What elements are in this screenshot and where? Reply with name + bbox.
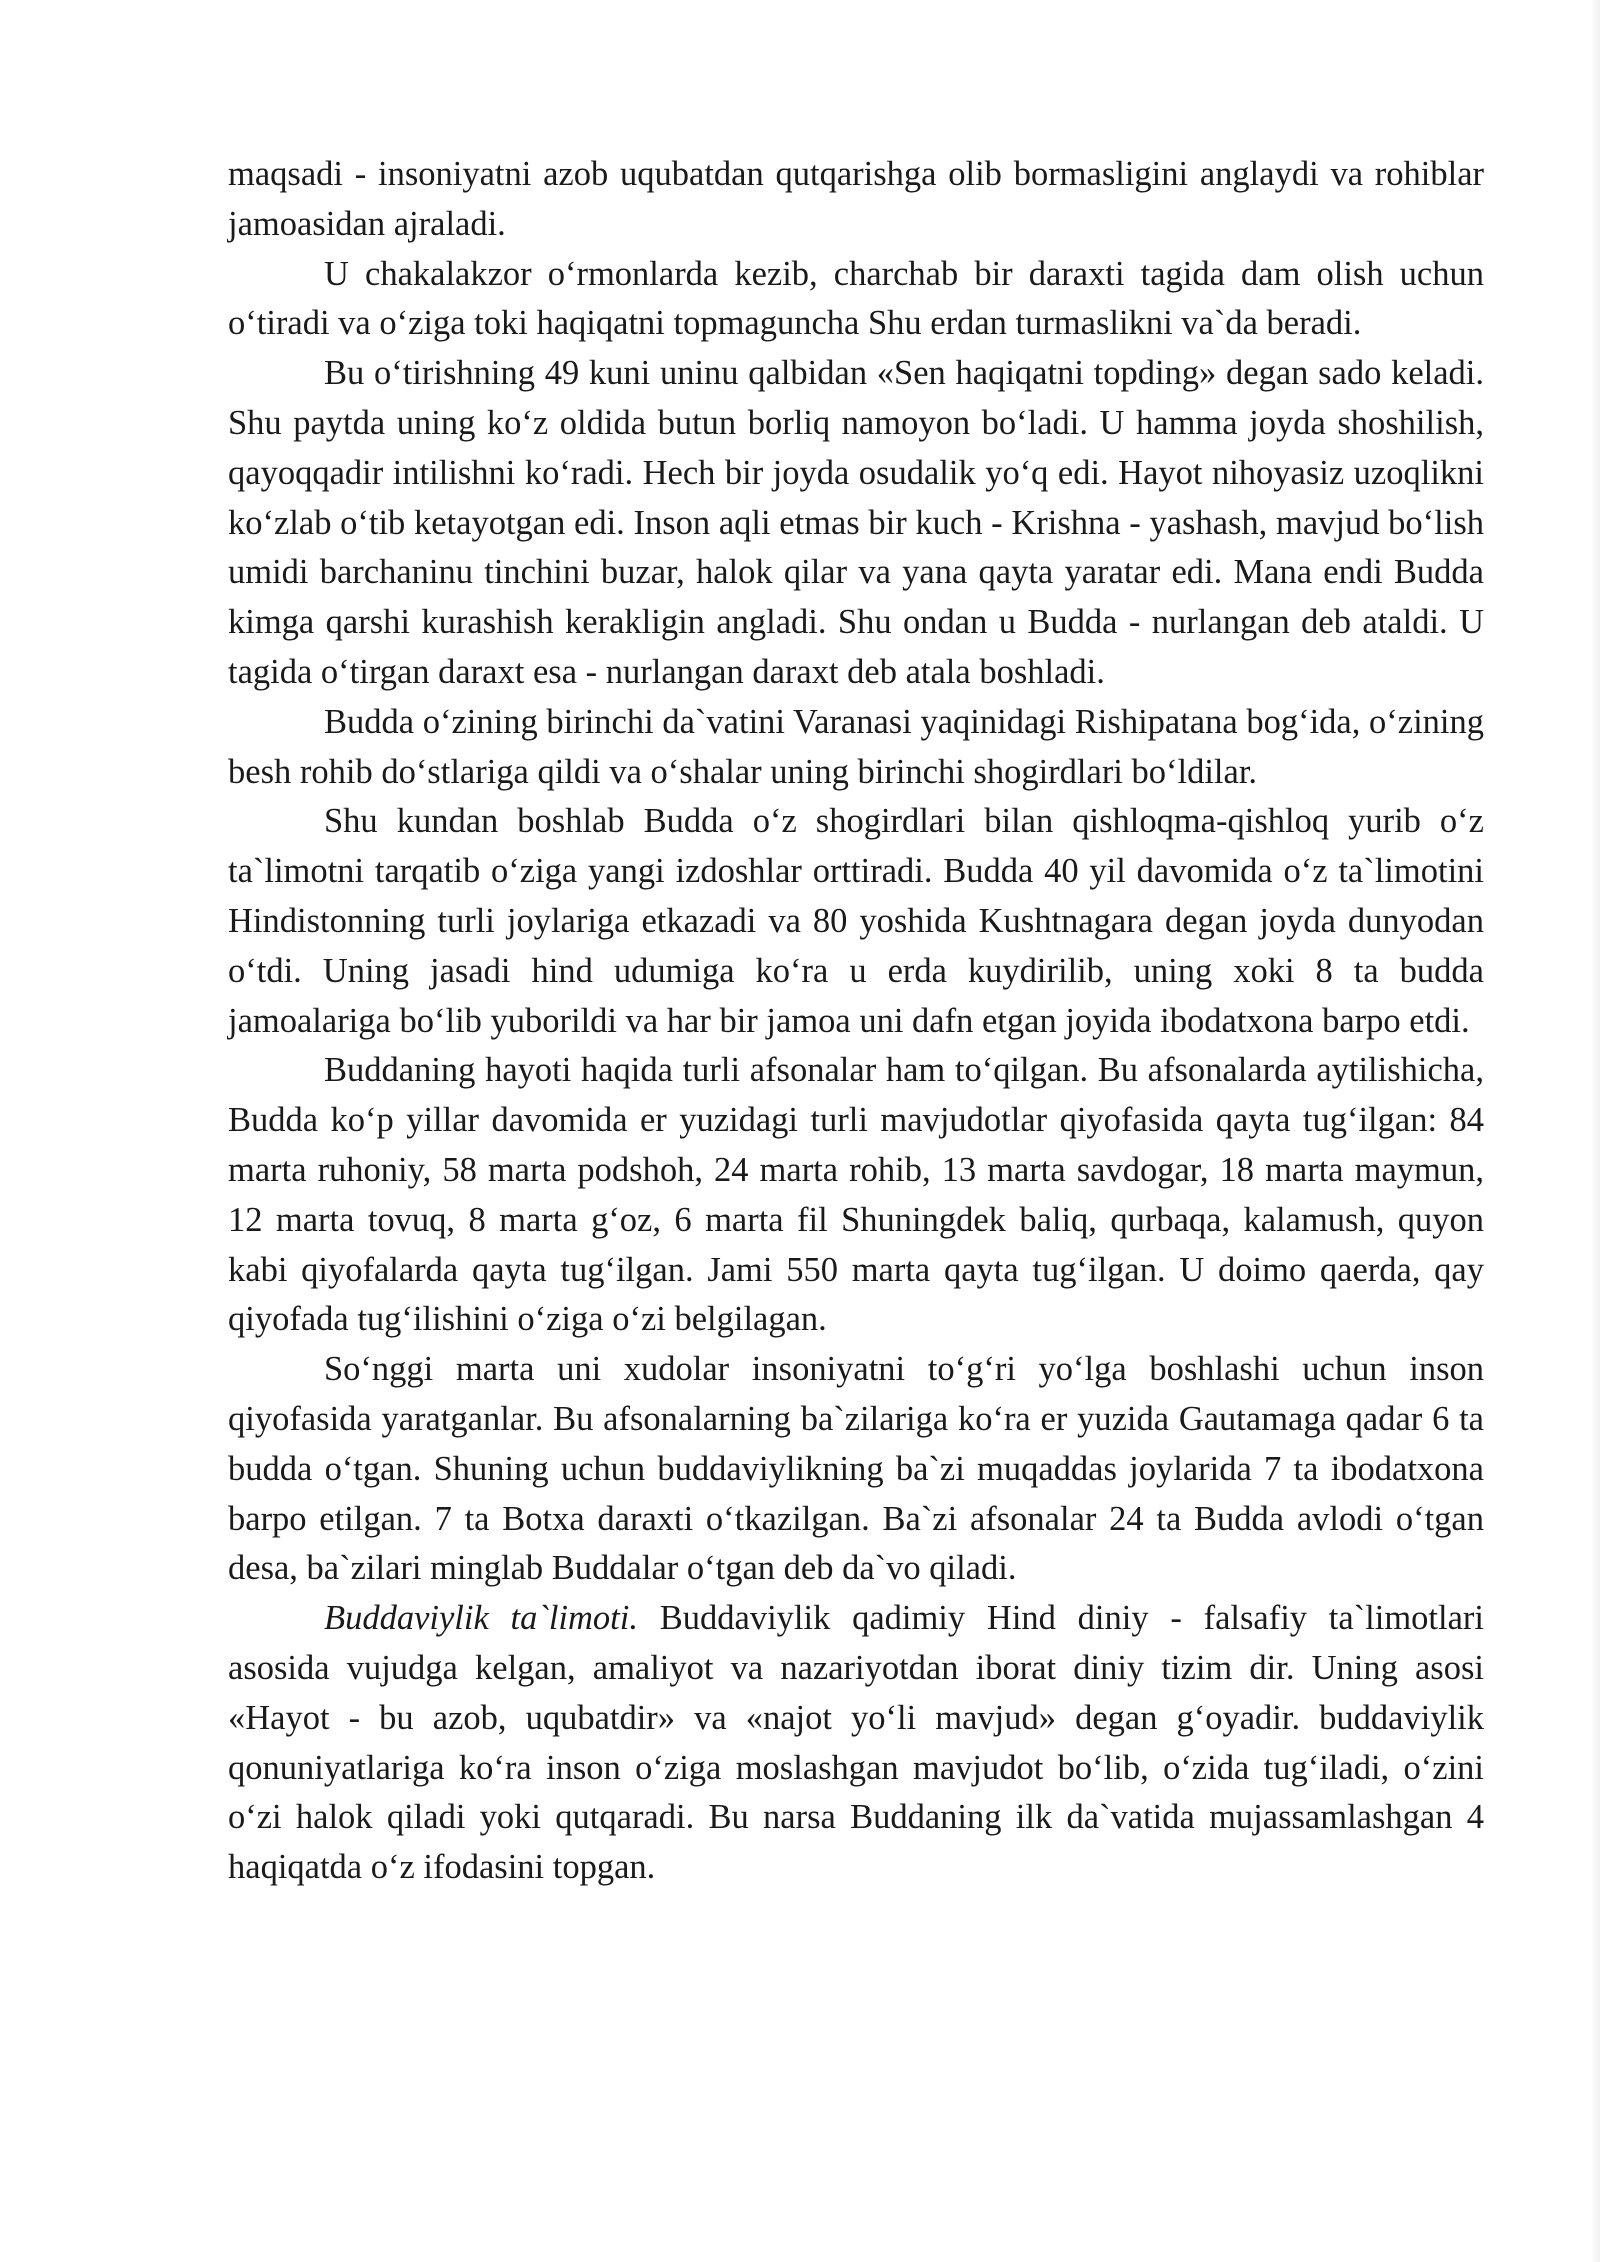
paragraph-buddhism-teaching — [228, 1594, 1484, 1893]
section-lead-italic: Buddaviylik ta`limoti. — [324, 1599, 638, 1638]
paragraph-enlightenment: Bu oʻtirishning 49 kuni uninu qalbidan «Sen haqiqatni topding» degan sado keladi. Shu paytda uning koʻz oldida butun borliq namoyon boʻladi. U hamma joyda shoshilish, qayoqqadir intilishni koʻradi. Hech bir joyda osudalik yoʻq edi. Hayot nihoyasiz uzoqlikni koʻzlab oʻtib ketayotgan edi. Inson aqli etmas bir kuch - Krishna - yashash, mavjud boʻlish umidi barchaninu tinchini buzar, halok qilar va yana qayta yaratar edi. Mana endi Budda kimga qarshi kurashish kerakligin angladi. Shu ondan u Budda - nurlangan deb ataldi. U tagida oʻtirgan daraxt esa - nurlangan daraxt deb atala boshladi. — [228, 354, 1484, 691]
paragraph-text: Buddaviylik qadimiy Hind diniy - falsafiy ta`limotlari asosida vujudga kelgan, amaliyot va nazariyotdan iborat diniy tizim dir. Uning asosi «Hayot - bu azob, uqubatdir» va «najot yoʻli mavjud» degan gʻoyadir. buddaviylik qonuniyatlariga koʻra inson oʻziga moslashgan mavjudot boʻlib, oʻzida tugʻiladi, oʻzini oʻzi halok qiladi yoki qutqaradi. Bu narsa Buddaning ilk da`vatida mujassamlashgan 4 haqiqatda oʻz ifodasini topgan. — [228, 1599, 1484, 1887]
page-edge-shadow — [1590, 0, 1600, 2262]
paragraph-teaching-spread: Shu kundan boshlab Budda oʻz shogirdlari bilan qishloqma-qishloq yurib oʻz ta`limotni tarqatib oʻziga yangi izdoshlar orttiradi. Budda 40 yil davomida oʻz ta`limotini Hindistonning turli joylariga etkazadi va 80 yoshida Kushtnagara degan joyda dunyodan oʻtdi. Uning jasadi hind udumiga koʻra u erda kuydirilib, uning xoki 8 ta budda jamoalariga boʻlib yuborildi va har bir jamoa uni dafn etgan joyida ibodatxona barpo etdi. — [228, 802, 1484, 1040]
paragraph-meditation: U chakalakzor oʻrmonlarda kezib, charchab bir daraxti tagida dam olish uchun oʻtiradi va oʻziga toki haqiqatni topmaguncha Shu erdan turmaslikni va`da beradi. — [228, 254, 1484, 343]
paragraph-last-incarnation: Soʻnggi marta uni xudolar insoniyatni toʻgʻri yoʻlga boshlashi uchun inson qiyofasida yaratganlar. Bu afsonalarning ba`zilariga koʻra er yuzida Gautamaga qadar 6 ta budda oʻtgan. Shuning uchun buddaviylikning ba`zi muqaddas joylarida 7 ta ibodatxona barpo etilgan. 7 ta Botxa daraxti oʻtkazilgan. Ba`zi afsonalar 24 ta Budda avlodi oʻtgan desa, ba`zilari minglab Buddalar oʻtgan deb da`vo qiladi. — [228, 1350, 1484, 1588]
paragraph-legends: Buddaning hayoti haqida turli afsonalar ham toʻqilgan. Bu afsonalarda aytilishicha, Budda koʻp yillar davomida er yuzidagi turli mavjudotlar qiyofasida qayta tugʻilgan: 84 marta ruhoniy, 58 marta podshoh, 24 marta rohib, 13 marta savdogar, 18 marta maymun, 12 marta tovuq, 8 marta gʻoz, 6 marta fil Shuningdek baliq, qurbaqa, kalamush, quyon kabi qiyofalarda qayta tugʻilgan. Jami 550 marta qayta tugʻilgan. U doimo qaerda, qay qiyofada tugʻilishini oʻziga oʻzi belgilagan. — [228, 1051, 1484, 1339]
paragraph-first-sermon: Budda oʻzining birinchi da`vatini Varanasi yaqinidagi Rishipatana bogʻida, oʻzining besh rohib doʻstlariga qildi va oʻshalar uning birinchi shogirdlari boʻldilar. — [228, 702, 1484, 791]
document-text-body — [228, 150, 1484, 1893]
paragraph-continuation: maqsadi - insoniyatni azob uqubatdan qutqarishga olib bormasligini anglaydi va rohiblar jamoasidan ajraladi. — [228, 155, 1484, 243]
